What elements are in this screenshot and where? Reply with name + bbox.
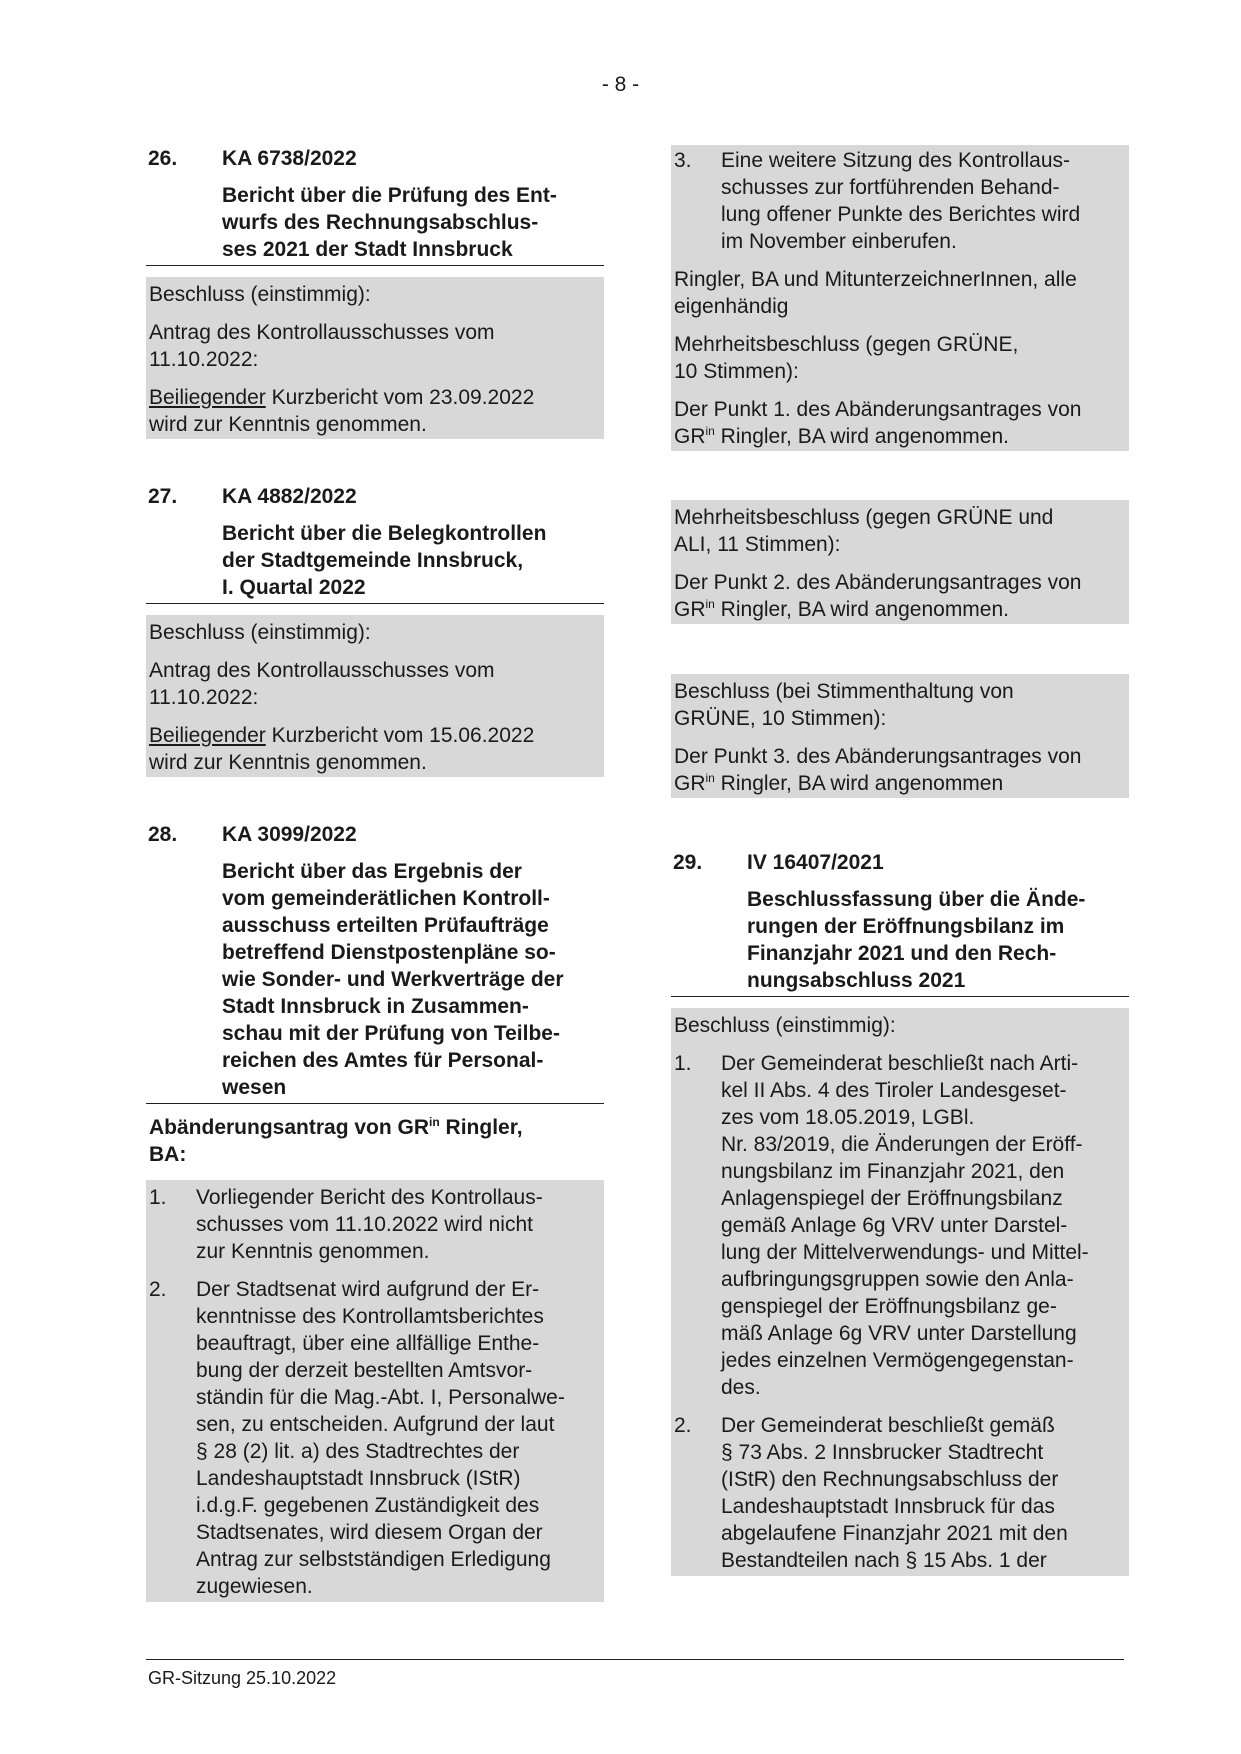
vote-3-box xyxy=(671,674,1129,798)
vote-2-result: Der Punkt 2. des Abänderungsantrages von $GR^{in}$ Ringler, BA wird angenommen. xyxy=(674,571,1082,621)
amendment-point-2: 2. Der Stadtsenat wird aufgrund der Er- kenntnisse des Kontrollamtsberichtes beauftragt, über eine allfällige Enthe- bung der derzeit bestellten Amtsvor- ständin für die Mag.-Abt. I, Personalwe- sen, zu entscheiden. Aufgrund der laut § 28 (2) lit. a) des Stadtrechtes der Landeshauptstadt Innsbruck (IStR) i.d.g.F. gegebenen Zuständigkeit des Stadtsenates, wird diesem Organ der Antrag zur selbstständigen Erledigung zugewiesen. xyxy=(149,1278,565,1598)
item-header xyxy=(148,145,604,172)
item-title: Bericht über die Prüfung des Ent- wurfs des Rechnungsabschlus- ses 2021 der Stadt Innsbruck xyxy=(222,184,557,261)
resolution-point-2: 2. Der Gemeinderat beschließt gemäß § 73 Abs. 2 Innsbrucker Stadtrecht (IStR) den Rechnungsabschluss der Landeshauptstadt Innsbruck für das abgelaufene Finanzjahr 2021 mit den Bestandteilen nach § 15 Abs. 1 der xyxy=(674,1414,1068,1572)
item-number: 27. xyxy=(148,485,178,508)
item-title: Bericht über das Ergebnis der vom gemeinderätlichen Kontroll- ausschuss erteilten Prüfaufträge betreffend Dienstpostenpläne so- wie Sonder- und Werkverträge der Stadt Innsbruck in Zusammen- schau mit der Prüfung von Teilbe- reichen des Amtes für Personal- wesen xyxy=(222,860,564,1099)
divider xyxy=(146,603,604,604)
item-reference: KA 4882/2022 xyxy=(222,485,357,508)
signers-text: Ringler, BA und MitunterzeichnerInnen, alle eigenhändig xyxy=(674,268,1077,318)
motion-text: Antrag des Kontrollausschusses vom 11.10.2022: xyxy=(149,659,495,709)
left-column xyxy=(146,145,604,1602)
report-text: Beiliegender Kurzbericht vom 15.06.2022 wird zur Kenntnis genommen. xyxy=(149,724,535,774)
amendment-heading: Abänderungsantrag von $GR^{in}$ Ringler, BA: xyxy=(149,1115,523,1166)
page-number: - 8 - xyxy=(601,73,640,96)
divider xyxy=(146,1103,604,1104)
item-reference: IV 16407/2021 xyxy=(747,851,884,874)
decision-box xyxy=(146,277,604,439)
item-header xyxy=(673,849,1129,876)
divider xyxy=(671,996,1129,997)
motion-text: Antrag des Kontrollausschusses vom 11.10.2022: xyxy=(149,321,495,371)
decision-box xyxy=(146,615,604,777)
decision-box xyxy=(671,1008,1129,1576)
agenda-item-27 xyxy=(146,483,604,777)
vote-1-result: Der Punkt 1. des Abänderungsantrages von $GR^{in}$ Ringler, BA wird angenommen. xyxy=(674,398,1082,448)
item-reference: KA 3099/2022 xyxy=(222,823,357,846)
vote-1-decision: Mehrheitsbeschluss (gegen GRÜNE, 10 Stimmen): xyxy=(674,333,1019,383)
footer-session-label: GR-Sitzung 25.10.2022 xyxy=(148,1668,337,1688)
resolution-point-1: 1. Der Gemeinderat beschließt nach Arti- kel II Abs. 4 des Tiroler Landesgeset- zes vom 18.05.2019, LGBl. Nr. 83/2019, die Änderungen der Eröff- nungsbilanz im Finanzjahr 2021, den Anlagenspiegel der Eröffnungsbilanz gemäß Anlage 6g VRV unter Darstel- lung der Mittelverwendungs- und Mittel- aufbringungsgruppen sowie den Anla- genspiegel der Eröffnungsbilanz ge- mäß Anlage 6g VRV unter Darstellung jedes einzelnen Vermögengegenstan- des. xyxy=(674,1052,1089,1399)
amendment-point-1: 1. Vorliegender Bericht des Kontrollaus- schusses vom 11.10.2022 wird nicht zur Kenntnis genommen. xyxy=(149,1186,543,1263)
report-text: Beiliegender Kurzbericht vom 23.09.2022 wird zur Kenntnis genommen. xyxy=(149,386,535,436)
amendment-point-3: 3. Eine weitere Sitzung des Kontrollaus- schusses zur fortführenden Behand- lung offener Punkte des Berichtes wird im November einberufen. xyxy=(674,149,1081,253)
right-column xyxy=(671,145,1129,1576)
item-header xyxy=(148,483,604,510)
footer-divider xyxy=(146,1659,1124,1660)
item-header xyxy=(148,821,604,848)
item-title: Beschlussfassung über die Ände- rungen der Eröffnungsbilanz im Finanzjahr 2021 und den Rech- nungsabschluss 2021 xyxy=(747,888,1086,992)
item-number: 28. xyxy=(148,823,178,846)
item-number: 29. xyxy=(673,851,703,874)
item-title: Bericht über die Belegkontrollen der Stadtgemeinde Innsbruck, I. Quartal 2022 xyxy=(222,522,547,599)
item-number: 26. xyxy=(148,147,178,170)
decision-label: Beschluss (einstimmig): xyxy=(674,1014,896,1037)
vote-2-decision: Mehrheitsbeschluss (gegen GRÜNE und ALI, 11 Stimmen): xyxy=(674,506,1054,556)
agenda-item-29 xyxy=(671,849,1129,1576)
divider xyxy=(146,265,604,266)
amendment-box-continued xyxy=(671,145,1129,451)
amendment-box xyxy=(146,1180,604,1602)
vote-3-result: Der Punkt 3. des Abänderungsantrages von $GR^{in}$ Ringler, BA wird angenommen xyxy=(674,745,1082,795)
vote-2-box xyxy=(671,500,1129,624)
item-reference: KA 6738/2022 xyxy=(222,147,357,170)
agenda-item-26 xyxy=(146,145,604,439)
decision-label: Beschluss (einstimmig): xyxy=(149,621,371,644)
decision-label: Beschluss (einstimmig): xyxy=(149,283,371,306)
agenda-item-28 xyxy=(146,821,604,1602)
vote-3-decision: Beschluss (bei Stimmenthaltung von GRÜNE, 10 Stimmen): xyxy=(674,680,1014,730)
